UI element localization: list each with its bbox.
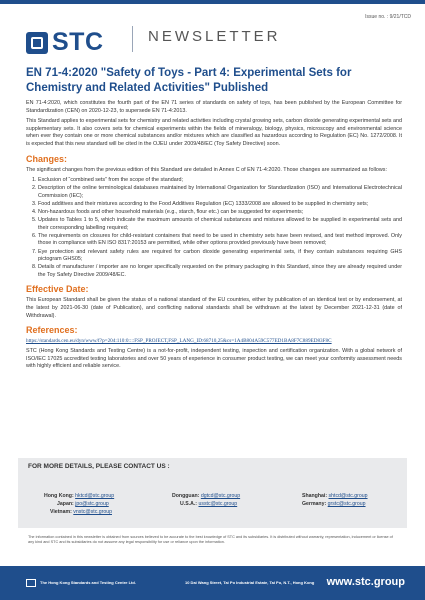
- list-item: 1. Exclusion of “combined sets” from the scope of the standard;: [38, 177, 402, 185]
- japan-email-link[interactable]: jpo@stc.group: [75, 501, 109, 507]
- page-header: [0, 4, 425, 64]
- article-title: EN 71-4:2020 "Safety of Toys - Part 4: Experimental Sets for Chemistry and Related Activities" Published: [26, 67, 352, 94]
- changes-intro: The significant changes from the previous edition of this Standard are detailed in Annex C of EN 71-4:2020. Those changes are summarized as follows:: [26, 166, 387, 173]
- page-footer: [0, 566, 425, 600]
- footer-logo-icon: [26, 579, 36, 587]
- hong-kong-email-link[interactable]: hktcd@stc.group: [75, 493, 115, 499]
- dongguan-email-link[interactable]: dgtcd@stc.group: [200, 493, 241, 499]
- issue-number: Issue no. : 9/21/TCD: [365, 14, 411, 20]
- newsletter-title: NEWSLETTER: [148, 28, 281, 45]
- list-item: 6. The requirements on closures for child-resistant containers that need to be used in chemistry sets have been revised, and test method improved. Only those in compliance with EN ISO 8317:20153 are permitted, while other options provided previously have been removed;: [38, 233, 402, 248]
- footer-website-link[interactable]: www.stc.group: [326, 576, 405, 588]
- contact-germany: Germany: grstc@stc.group: [302, 501, 366, 507]
- references-heading: References:: [26, 325, 78, 336]
- list-item: 3. Food additives and their mixtures according to the Food Additives Regulation (EC) 1333/2008 are allowed to be supplied in chemistry sets;: [38, 201, 402, 209]
- list-item: 5. Updates to Tables 1 to 5, which indicate the maximum amounts of chemical substances and mixtures allowed to be supplied in experimental sets and their corresponding labelling required;: [38, 217, 402, 232]
- contact-japan: Japan: jpo@stc.group: [57, 501, 109, 507]
- contact-vietnam: Vietnam: vnstc@stc.group: [50, 509, 112, 515]
- effective-date-heading: Effective Date:: [26, 284, 89, 295]
- stc-logo-icon: [26, 32, 48, 54]
- footer-company-name: The Hong Kong Standards and Testing Centre Ltd.: [40, 580, 136, 585]
- article-body: [26, 66, 402, 374]
- list-item: 4. Non-hazardous foods and other household materials (e.g., starch, flour etc.) can be suggested for experiments;: [38, 209, 402, 217]
- stc-logo[interactable]: [26, 28, 104, 57]
- vietnam-email-link[interactable]: vnstc@stc.group: [73, 509, 112, 515]
- changes-list: [26, 177, 402, 279]
- logo-text: STC: [52, 28, 104, 56]
- disclaimer: The information contained in this newsletter is obtained from sources believed to be accurate to the best knowledge of STC and its subsidiaries. It is distributed without warranty, representation, inducement or license of any kind and STC and its subsidiaries do not assume any legal responsibility for use or reliance upon the information.: [28, 535, 393, 544]
- changes-heading: Changes:: [26, 153, 68, 164]
- contact-hong-kong: Hong Kong: hktcd@stc.group: [44, 493, 115, 499]
- reference-link[interactable]: https://standards.cen.eu/dyn/www/f?p=204:110:0::::FSP_PROJECT,FSP_LANG_ID:68710,25&cs=1A4B804A59C577ED1BA8F7C889ED83F8C: [26, 338, 332, 345]
- intro-paragraph-1: EN 71-4:2020, which constitutes the fourth part of the EN 71 series of standards on safety of toys, has been published by the European Committee for Standardization (CEN) on 2020-12-23, to supersede EN 71-4:2013.: [26, 100, 402, 114]
- contact-shanghai: Shanghai: shtcd@stc.group: [302, 493, 368, 499]
- about-stc-paragraph: STC (Hong Kong Standards and Testing Centre) is a not-for-profit, independent testing, inspection and certification organization. With a global network of ISO/IEC 17025 accredited testing laboratories and over 50 years of experience in consumer product testing, we can meet your conformity assessment needs with highly efficient and reliable service.: [26, 348, 402, 370]
- list-item: 2. Description of the online terminological databases maintained by International Organization for Standardization (ISO) and International Electrotechnical Commission (IEC);: [38, 185, 402, 200]
- germany-email-link[interactable]: grstc@stc.group: [327, 501, 366, 507]
- contact-title: FOR MORE DETAILS, PLEASE CONTACT US :: [28, 463, 170, 470]
- header-divider: [132, 26, 133, 52]
- list-item: 8. Details of manufacturer / importer are no longer specifically requested on the primary packaging in this Standard, since they are already required under the Toy Safety Directive 2009/48/EC.: [38, 264, 402, 279]
- usa-email-link[interactable]: usstc@stc.group: [198, 501, 238, 507]
- intro-paragraph-2: This Standard applies to experimental sets for chemistry and related activities including crystal growing sets, carbon dioxide generating experimental sets and supplementary sets. It also covers sets for chemical experiments within the fields of mineralogy, biology, physics, microscopy and environmental science when ever they contain one or more chemical substances and/or mixtures which are classified as hazardous according to Regulation (EC) No. 1272/2008. It is expected that this new standard will be cited in the OJEU under 2009/48/EC (Toy Safety Directive) soon.: [26, 118, 402, 147]
- effective-date-paragraph: This European Standard shall be given the status of a national standard of the EU countries, either by publication of an identical text or by endorsement, at the latest by 2021-06-30 (date of Publication), and conflicting national standards shall be withdrawn at the latest by December 2021-12-31 (date of Withdrawal).: [26, 297, 402, 319]
- list-item: 7. Eye protection and relevant safety rules are required for carbon dioxide generating experimental sets, if they contain substances requiring GHS pictogram GHS05;: [38, 249, 402, 264]
- footer-address: 10 Dai Wang Street, Tai Po Industrial Estate, Tai Po, N.T., Hong Kong: [185, 580, 315, 585]
- contact-dongguan: Dongguan: dgtcd@stc.group: [172, 493, 241, 499]
- shanghai-email-link[interactable]: shtcd@stc.group: [328, 493, 368, 499]
- contact-usa: U.S.A.: usstc@stc.group: [180, 501, 238, 507]
